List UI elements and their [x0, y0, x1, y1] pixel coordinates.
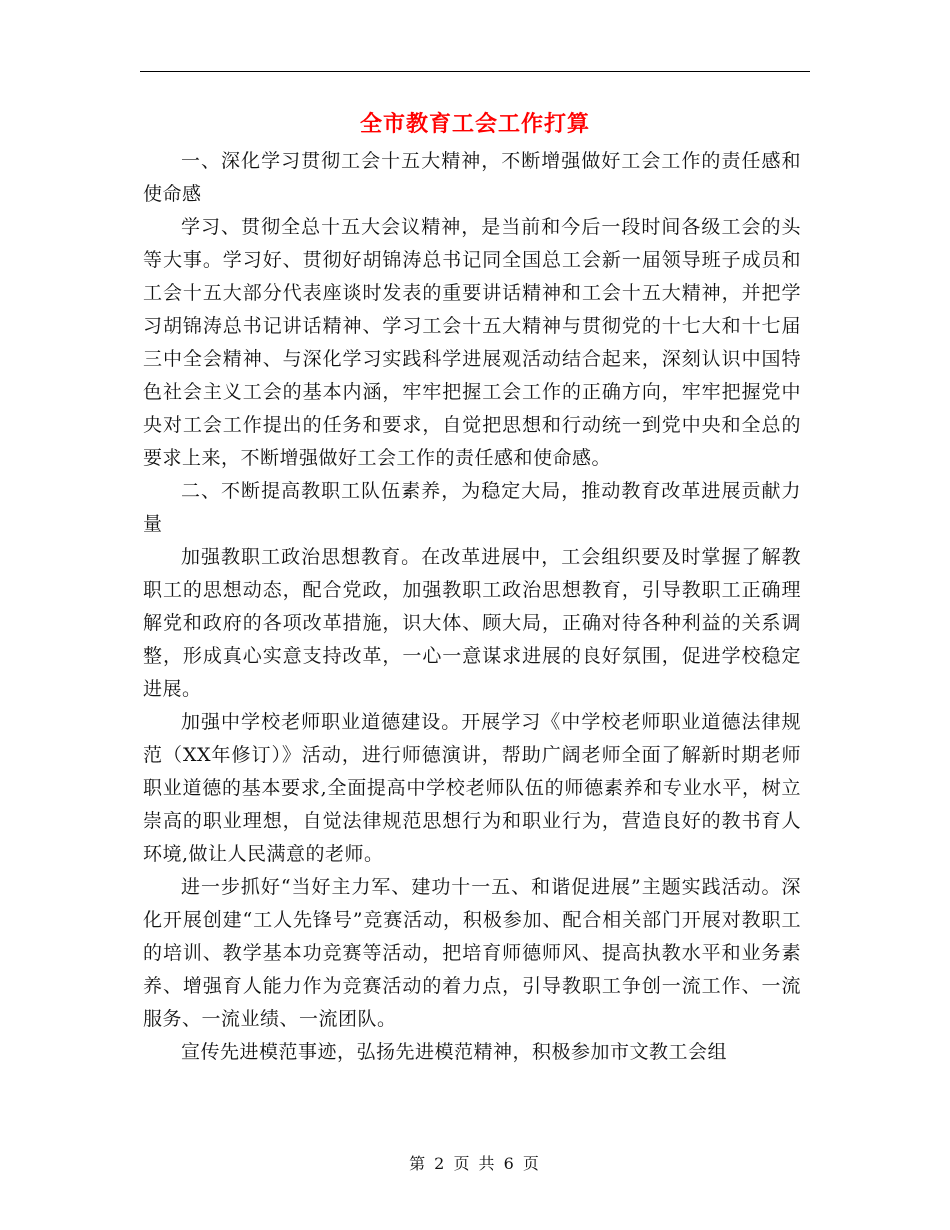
paragraph-political-education: 加强教职工政治思想教育。在改革进展中，工会组织要及时掌握了解教职工的思想动态，配合党政，加强教职工政治思想教育，引导教职工正确理解党和政府的各项改革措施，识大体、顾大局，正确对待各种利益的关系调整，形成真心实意支持改革，一心一意谋求进展的良好氛围，促进学校稳定进展。	[143, 546, 801, 700]
document-title: 全市教育工会工作打算	[359, 111, 590, 137]
header-rule	[140, 71, 810, 72]
page-footer: 第 2 页 共 6 页	[409, 1154, 541, 1173]
paragraph-section-2-heading: 二、不断提高教职工队伍素养，为稳定大局，推动教育改革进展贡献力量	[143, 480, 801, 535]
paragraph-section-1-body: 学习、贯彻全总十五大会议精神，是当前和今后一段时间各级工会的头等大事。学习好、贯彻好胡锦涛总书记同全国总工会新一届领导班子成员和工会十五大部分代表座谈时发表的重要讲话精神和工会十五大精神，并把学习胡锦涛总书记讲话精神、学习工会十五大精神与贯彻党的十七大和十七届三中全会精神、与深化学习实践科学进展观活动结合起来，深刻认识中国特色社会主义工会的基本内涵，牢牢把握工会工作的正确方向，牢牢把握党中央对工会工作提出的任务和要求，自觉把思想和行动统一到党中央和全总的要求上来，不断增强做好工会工作的责任感和使命感。	[143, 216, 801, 469]
paragraph-model-promotion: 宣传先进模范事迹，弘扬先进模范精神，积极参加市文教工会组	[181, 1041, 728, 1063]
paragraph-theme-activities: 进一步抓好“当好主力军、建功十一五、和谐促进展”主题实践活动。深化开展创建“工人先锋号”竞赛活动，积极参加、配合相关部门开展对教职工的培训、教学基本功竞赛等活动，把培育师德师风、提高执教水平和业务素养、增强育人能力作为竞赛活动的着力点，引导教职工争创一流工作、一流服务、一流业绩、一流团队。	[143, 876, 801, 1030]
paragraph-section-1-heading: 一、深化学习贯彻工会十五大精神，不断增强做好工会工作的责任感和使命感	[143, 150, 801, 205]
paragraph-teacher-ethics: 加强中学校老师职业道德建设。开展学习《中学校老师职业道德法律规范（XX年修订）》活动，进行师德演讲，帮助广阔老师全面了解新时期老师职业道德的基本要求,全面提高中学校老师队伍的师德素养和专业水平，树立崇高的职业理想，自觉法律规范思想行为和职业行为，营造良好的教书育人环境,做让人民满意的老师。	[143, 711, 801, 865]
document-body	[143, 145, 801, 1069]
